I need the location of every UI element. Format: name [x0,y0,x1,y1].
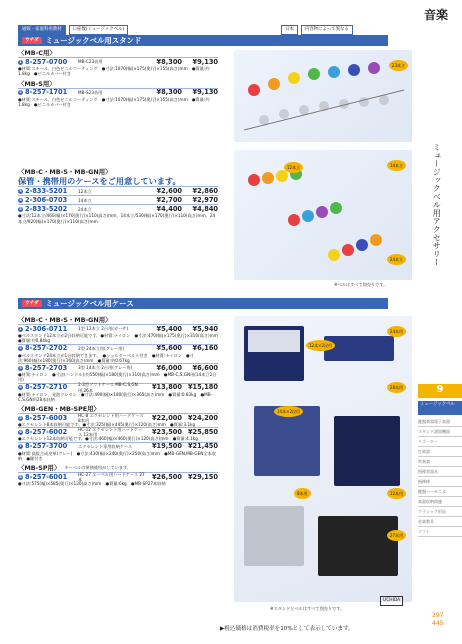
side-menu-item[interactable]: 鍵盤楽器電子楽器 [418,417,462,427]
tag: 内容物によって異なる [301,25,353,35]
tag: 通販・家庭科用教材 [18,25,66,35]
bell-stands-illustration [234,150,412,280]
product-row[interactable] [18,204,218,213]
product-note: ●ベルスタンド12本立が2台収納可能です。●材質:ナイロン ●寸法:470(幅)×175(奥行)×310(高さ)mm ●質量:約0.84kg [18,333,222,344]
product-code: 8-257-0700 [25,57,68,66]
product-desc: MB-S23音用 [78,89,103,95]
product-row[interactable] [18,186,218,195]
product-row[interactable] [18,344,218,353]
side-menu-item[interactable]: 指揮者器具 [418,467,462,477]
page-ref: 445 [432,619,444,627]
price-tax: ¥21,450 [187,442,218,451]
side-pages [432,612,443,627]
price-tax: ¥15,180 [187,383,218,392]
subhead-mbs: 〈MB-S用〉 [18,79,56,88]
side-menu-item[interactable]: 鍵盤ハーモニカ [418,487,462,497]
tag: 口座数(ミュージックベル) [69,25,129,35]
product-note: ●材質:高級合成皮革(グレー) ●寸法:430(幅)×240(奥行)×250(高さ)mm ●MB-GEN,MB-GEN全本収納 ●鍵付き [18,450,216,461]
page-ref: 397 [432,612,444,619]
price: ¥23,500 [151,428,182,437]
product-desc: HC-12 エクセレント用ハードケース 12本用 [78,427,143,438]
stand-list [18,49,218,107]
product-row[interactable] [18,442,218,451]
side-category: 音楽 [424,8,449,22]
case-image-collage [234,316,412,602]
price-tax: ¥4,840 [192,205,218,214]
price-tax: ¥9,130 [192,88,218,97]
price-tax: ¥24,200 [187,413,218,422]
price: ¥19,500 [151,442,182,451]
product-row[interactable] [18,383,218,392]
product-note: ●ベルスタンド24本立が1台収納できます。 ●ショルダーベルト付き ●材質:ナイロン ●寸法:960(幅)×180(奥行)×160(高さ)mm ●質量:約0.67kg [18,352,194,363]
item-icon: 6 [19,429,22,434]
image-label: 14本立 [387,160,406,171]
stand-image-23 [234,50,412,142]
product-desc: HC-8 エクセレント用ハードケース 8本用 [78,412,144,423]
side-menu-item[interactable]: 打楽器 [418,447,462,457]
price-tax: ¥6,160 [192,344,218,353]
side-menu-item[interactable]: スタンド譜面機器 [418,427,462,437]
item-icon: 5 [19,415,22,420]
item-icon: 2 [19,346,22,350]
side-vertical-title: ミュージックベル用アクセサリー [432,143,443,266]
side-menu-item[interactable]: リズーター [418,437,462,447]
price: ¥8,300 [156,57,182,66]
product-desc: 14本立 [78,197,92,203]
side-menu-item[interactable]: 音楽教具 [418,517,462,527]
price: ¥2,600 [156,187,182,196]
image-note: ※ベルはすべて別売りです。 [334,282,388,287]
product-note: ●材質:スチール、白色ビニルコーティング ●寸法:1070(幅)×175(奥行)×155(高さ)mm ●質量:約1.8kg ●ビニルカバー付き [18,96,210,107]
item-icon: 1 [19,326,22,331]
price: ¥4,400 [156,205,182,214]
product-note: ●材質:ナイロン、発泡ウレタン ●寸法:490(幅)×180(奥行)×365(高さ)mm ●質量:0.83kg ●MB-C,S,GN用28本収納 [18,391,213,402]
image-label: 24本立 [387,254,406,265]
price: ¥26,500 [151,472,182,481]
product-code: 8-257-2702 [25,344,68,353]
product-desc: 12本立 [78,188,92,194]
product-code: 2-833-5202 [25,205,68,214]
product-code: 8-257-6003 [25,413,68,422]
product-code: 8-257-3700 [25,442,68,451]
item-icon: 5 [19,206,22,211]
image-label: 28本用 [387,382,406,393]
price-tax: ¥29,150 [187,472,218,481]
product-desc: 3型 14本立 2台用(グレー用) [78,365,133,371]
brand-badge: ウチダ [22,300,42,308]
product-desc: エクセレント専用収納ケース [78,443,133,449]
image-label: 14本×2段用 [274,406,303,417]
price-tax: ¥5,940 [192,324,218,333]
product-desc: MB-C23音用 [78,59,103,65]
item-icon: 4 [19,385,22,389]
product-desc: 2型 24本立用(グレー用) [78,345,125,351]
price-tax: ¥2,970 [192,196,218,205]
image-label: 12本×2段用 [306,340,335,351]
product-code: 2-833-5201 [25,187,68,196]
section-title-text: ミュージックベル用スタンド [45,35,142,45]
image-label: 12本用 [387,488,406,499]
subhead-mbc: 〈MB-C用〉 [18,49,56,57]
product-note: ●エクセレント12本収納可能です。●寸法:460(幅)×460(奥行)×120(高さ)mm ●質量:4.1kg [18,436,198,442]
price-tax: ¥9,130 [192,57,218,66]
stand-image-set [234,150,412,280]
brand-badge: ウチダ [22,37,42,45]
sp-note: キーベルの単独使用がしています。 [64,465,132,471]
subhead-sp: 〈MB-SP用〉 [18,464,61,472]
price: ¥13,800 [151,383,182,392]
item-icon: 2 [19,90,22,94]
section-title-case [18,298,388,309]
product-desc: HC-27 エーベル用ハードケース 27本 [78,471,145,482]
price-tax: ¥25,850 [187,428,218,437]
image-label: 27本用 [387,530,406,541]
price: ¥5,600 [156,344,182,353]
product-note: ●材質:ナイロン ●寸法(ハンドル):約550(幅)×180(奥行)×310(高さ)mm ●MB-C,S,GN用(14本立2台用) [18,372,217,383]
side-active-item[interactable]: ミュージックベル [418,401,462,415]
brand-logo: UCHIDA [380,596,403,606]
image-label: 12本立 [284,162,303,173]
image-note: ※スタンドとベルはすべて別売りです。 [270,606,345,611]
price: ¥2,700 [156,196,182,205]
product-row[interactable] [18,324,218,333]
product-row[interactable] [18,427,218,436]
image-label: 23本立 [389,60,408,71]
product-code: 8-257-6002 [25,428,68,437]
product-row[interactable] [18,195,218,204]
price-tax: ¥2,860 [192,187,218,196]
side-page-tab[interactable]: 9 [418,384,462,398]
side-menu-item[interactable]: クラシック用品 [418,507,462,517]
price-tax: ¥6,600 [192,363,218,372]
product-desc: 2-3型ソフトケース MB-C,S,GN用,26本 [78,382,138,393]
product-code: 8-257-2703 [25,363,68,372]
cases-illustration [234,316,412,602]
footer-note: ▶税込価格は消費税率を10%として表示しています。 [220,626,354,632]
section-title-stand [18,35,388,46]
product-row[interactable] [18,88,218,97]
product-desc: 24本立 [78,206,92,212]
product-code: 2-306-0703 [25,196,68,205]
stand-multi-list [18,168,218,224]
subhead-gen: 〈MB-GEN・MB-SPE用〉 [18,405,100,413]
product-code: 8-257-2710 [25,383,68,392]
item-icon: 8 [19,474,22,479]
side-panel [418,8,462,266]
product-code: 8-257-6001 [25,472,68,481]
price: ¥5,400 [156,324,182,333]
price: ¥22,000 [151,413,182,422]
image-label: 24本用 [387,326,406,337]
product-desc: 1型 12本立 2台用(ガーサ) [78,326,129,332]
product-note: ●寸法:575(幅)×585(奥行)×120(高さ)mm ●質量:6kg ●MB-SP27本収納 [18,481,166,486]
item-icon: 3 [19,188,22,193]
tag: 日本 [281,25,298,35]
image-label: 8本用 [294,488,311,499]
section-title-text: ミュージックベル用ケース [45,298,134,308]
side-menu-item[interactable]: ソフト [418,527,462,537]
side-menu-item[interactable]: 楽器収納関連 [418,497,462,507]
product-row[interactable] [18,472,218,481]
case-list [18,316,222,486]
item-icon: 7 [19,444,22,448]
price: ¥6,000 [156,363,182,372]
subhead-multi: 〈MB-C・MB-S・MB-GN用〉 [18,316,112,324]
product-row[interactable] [18,363,218,372]
product-code: 2-306-0711 [25,324,68,333]
product-note: ●エクセレント8本収納可能です。●寸法:325(幅)×445(奥行)×120(高さ)mm ●質量:3.1kg [18,422,196,427]
subhead-multi: 〈MB-C・MB-S・MB-GN用〉 [18,168,112,176]
product-code: 8-257-1701 [25,88,68,97]
item-icon: 1 [19,59,22,64]
item-icon: 3 [19,365,22,370]
side-menu-item[interactable]: 指揮棒 [418,477,462,487]
price: ¥8,300 [156,88,182,97]
product-note: ●材質:スチール、白色ビニルコーティング ●寸法:1070(幅)×175(奥行)×155(高さ)mm ●質量:約1.8kg ●ビニルカバー付き [18,66,210,77]
product-note: ●寸法:12本立/460(幅)×170(奥行)×110(高さ)mm、14本立/530(幅)×170(奥行)×110(高さ)mm、24本立/920(幅)×170(奥行)×110(高さ)mm [18,213,216,224]
side-menu-item[interactable]: 吹奏楽 [418,457,462,467]
top-tags [18,25,353,35]
product-row[interactable] [18,413,218,422]
bell-stand-illustration [234,50,412,142]
item-icon: 4 [19,197,22,202]
side-menu [418,417,462,537]
highlight-text: 保管・携帯用のケースをご用意しています。 [18,176,181,186]
product-row[interactable] [18,57,218,66]
